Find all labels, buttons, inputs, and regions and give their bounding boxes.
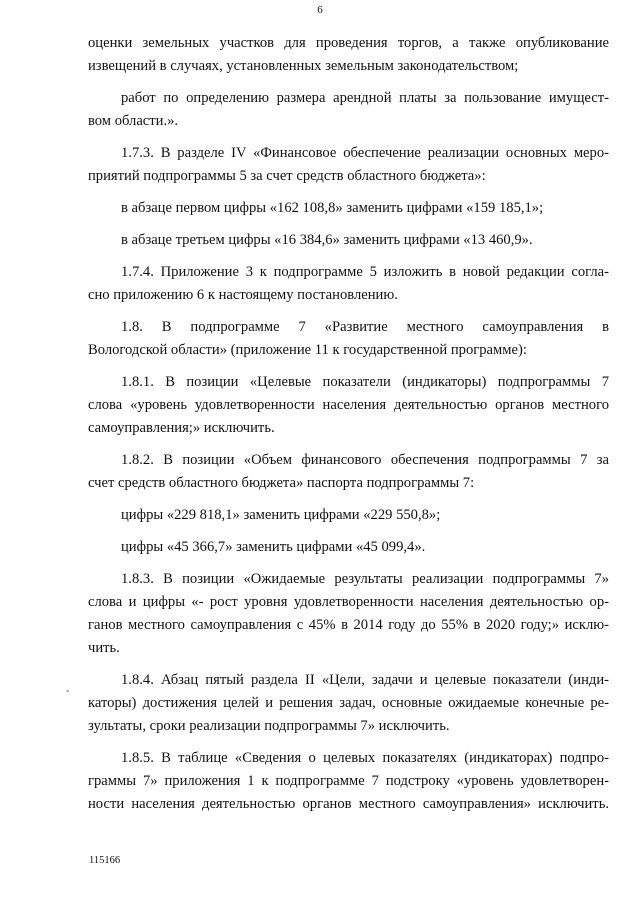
paragraph-1-8-5 xyxy=(88,747,609,816)
text-line: 1.8.3. В позиции «Ожидаемые результаты реализации подпрограммы 7» xyxy=(121,571,609,587)
text-line: в абзаце третьем цифры «16 384,6» заменить цифрами «13 460,9». xyxy=(121,232,533,248)
text-line: оценки земельных участков для проведения торгов, а также опубликование xyxy=(88,35,609,51)
paragraph-1-7-3 xyxy=(88,142,609,188)
text-line: ганов местного самоуправления с 45% в 2014 году до 55% в 2020 году;» исклю- xyxy=(88,617,609,633)
text-line: ности населения деятельностью органов местного самоуправления» исключить. xyxy=(88,796,609,812)
document-body xyxy=(88,32,609,816)
text-line: граммы 7» приложения 1 к подпрограмме 7 подстроку «уровень удовлетворен- xyxy=(88,773,609,789)
text-line: Вологодской области» (приложение 11 к государственной программе): xyxy=(88,342,527,358)
paragraph-digits-45 xyxy=(88,536,609,559)
text-line: 1.8. В подпрограмме 7 «Развитие местного самоуправления в xyxy=(121,319,609,335)
paragraph-third-abzats xyxy=(88,229,609,252)
paragraph-1-8 xyxy=(88,316,609,362)
paragraph-1-8-2 xyxy=(88,449,609,495)
text-line: зультаты, сроки реализации подпрограммы 7» исключить. xyxy=(88,718,450,734)
document-code: 115166 xyxy=(89,855,121,866)
page-number: 6 xyxy=(317,4,323,16)
text-line: 1.8.5. В таблице «Сведения о целевых показателях (индикаторах) подпро- xyxy=(121,750,609,766)
paragraph-1-8-1 xyxy=(88,371,609,440)
text-line: 1.7.3. В разделе IV «Финансовое обеспечение реализации основных меро- xyxy=(121,145,609,161)
text-line: извещений в случаях, установленных земельным законодательством; xyxy=(88,58,519,74)
text-line: вом области.». xyxy=(88,113,179,129)
text-line: счет средств областного бюджета» паспорта подпрограммы 7: xyxy=(88,475,475,491)
text-line: чить. xyxy=(88,640,120,656)
text-line: в абзаце первом цифры «162 108,8» заменить цифрами «159 185,1»; xyxy=(121,200,544,216)
paragraph-1-8-3 xyxy=(88,568,609,660)
text-line: цифры «45 366,7» заменить цифрами «45 099,4». xyxy=(121,539,426,555)
paragraph-digits-229 xyxy=(88,504,609,527)
text-line: 1.8.1. В позиции «Целевые показатели (индикаторы) подпрограммы 7 xyxy=(121,374,609,390)
text-line: самоуправления;» исключить. xyxy=(88,420,275,436)
paragraph-appraisal-continuation xyxy=(88,32,609,78)
text-line: 1.8.2. В позиции «Объем финансового обеспечения подпрограммы 7 за xyxy=(121,452,609,468)
text-line: слова «уровень удовлетворенности населения деятельностью органов местного xyxy=(88,397,609,413)
text-line: 1.7.4. Приложение 3 к подпрограмме 5 изложить в новой редакции согла- xyxy=(121,264,609,280)
text-line: работ по определению размера арендной платы за пользование имущест- xyxy=(121,90,609,106)
paragraph-1-7-4 xyxy=(88,261,609,307)
paragraph-1-8-4 xyxy=(88,669,609,738)
text-line: приятий подпрограммы 5 за счет средств областного бюджета»: xyxy=(88,168,486,184)
text-line: цифры «229 818,1» заменить цифрами «229 550,8»; xyxy=(121,507,441,523)
text-line: каторы) достижения целей и решения задач, основные ожидаемые конечные ре- xyxy=(88,695,609,711)
text-line: слова и цифры «- рост уровня удовлетворенности населения деятельностью ор- xyxy=(88,594,609,610)
paragraph-rent-works xyxy=(88,87,609,133)
text-line: сно приложению 6 к настоящему постановлению. xyxy=(88,287,398,303)
text-line: 1.8.4. Абзац пятый раздела II «Цели, задачи и целевые показатели (инди- xyxy=(121,672,609,688)
paragraph-first-abzats xyxy=(88,197,609,220)
scan-speck xyxy=(66,690,69,692)
